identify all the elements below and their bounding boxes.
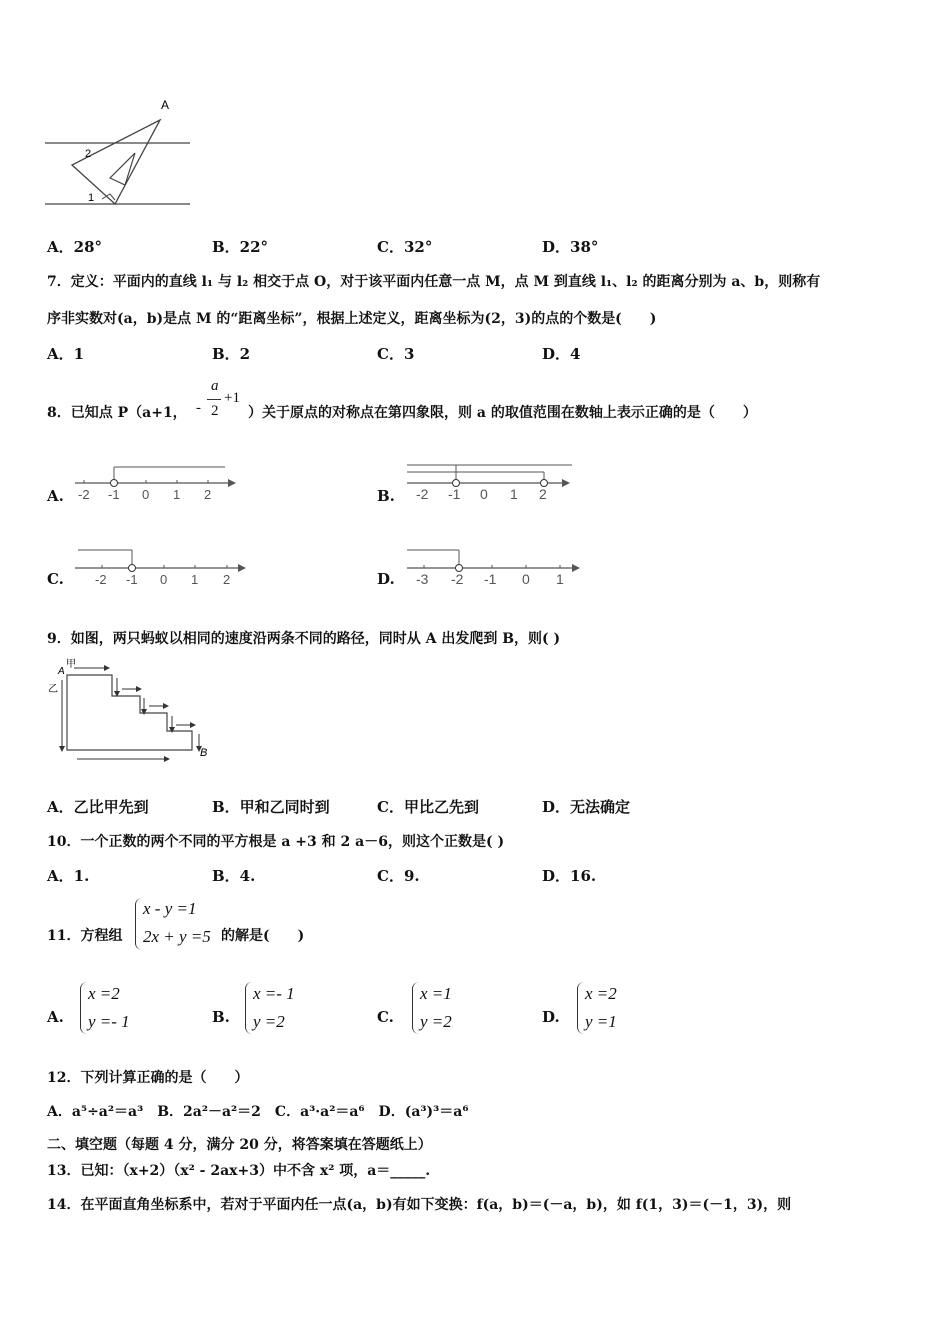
q8-stem-prefix: 8．已知点 P（a+1，: [47, 405, 187, 421]
q11-label-c: C.: [377, 1008, 394, 1026]
answer-x: x =1: [420, 984, 452, 1003]
tick-label: 0: [160, 572, 168, 587]
q11-answer-b: [253, 980, 295, 1036]
q11-label-a: A.: [47, 1008, 64, 1026]
number-line-a: [70, 462, 240, 502]
section-heading: 二、填空题（每题 4 分，满分 20 分，将答案填在答题纸上）: [47, 1137, 432, 1153]
label-a: A: [58, 666, 65, 677]
q11-label-b: B.: [212, 1008, 230, 1026]
answer-x: x =2: [585, 984, 617, 1003]
label-jia: 甲: [66, 659, 76, 670]
tick-label: -1: [108, 487, 120, 502]
svg-text:-1: -1: [448, 486, 461, 502]
answer-x: x =2: [88, 984, 120, 1003]
tick-label: -3: [416, 571, 429, 587]
q12-options: A．a⁵÷a²＝a³ B．2a²－a²＝2 C．a³·a²＝a⁶ D．(a³)³＝a⁶: [47, 1104, 469, 1120]
q11-answer-a: [88, 980, 130, 1036]
label-1: 1: [88, 192, 95, 204]
q8-fraction-bottom: 2: [211, 403, 219, 419]
ant-paths-figure: [42, 656, 217, 768]
svg-text:-2: -2: [416, 486, 429, 502]
tick-label: -2: [95, 572, 107, 587]
tick-label: -2: [451, 571, 464, 587]
number-line-b: [402, 460, 577, 502]
q7-option-c: C．3: [377, 345, 415, 363]
q11-stem-prefix: 11．方程组: [47, 928, 123, 944]
q9-stem: 9．如图，两只蚂蚁以相同的速度沿两条不同的路径，同时从 A 出发爬到 B，则( ): [47, 631, 561, 647]
tick-label: 1: [191, 572, 199, 587]
q7-stem-line2: 序非实数对(a，b)是点 M 的“距离坐标”，根据上述定义，距离坐标为(2，3)的点的个数是( ): [47, 311, 657, 327]
q8-stem-suffix: ）关于原点的对称点在第四象限，则 a 的取值范围在数轴上表示正确的是（ ）: [248, 405, 757, 421]
q10-option-d: D．16.: [542, 867, 597, 885]
q14-stem: 14．在平面直角坐标系中，若对于平面内任一点(a，b)有如下变换：f(a，b)＝(－a，b)，如 f(1，3)＝(－1，3)，则: [47, 1197, 792, 1213]
q12-stem: 12．下列计算正确的是（ ）: [47, 1070, 249, 1086]
q11-stem-suffix: 的解是( ): [221, 928, 305, 944]
q10-stem: 10．一个正数的两个不同的平方根是 a +3 和 2 a－6，则这个正数是( ): [47, 834, 505, 850]
q8-fraction-top: a: [211, 378, 219, 394]
tick-label: 1: [556, 571, 564, 587]
svg-text:2: 2: [539, 486, 547, 502]
answer-y: y =2: [253, 1012, 285, 1031]
q7-option-d: D．4: [542, 345, 581, 363]
tick-label: 2: [223, 572, 231, 587]
q11-label-d: D.: [542, 1008, 560, 1026]
q6-option-a: A．28°: [47, 238, 103, 256]
q10-option-b: B．4.: [212, 867, 256, 885]
q10-option-a: A．1.: [47, 867, 90, 885]
answer-x: x =- 1: [253, 984, 295, 1003]
q7-stem-line1: 7．定义：平面内的直线 l₁ 与 l₂ 相交于点 O，对于该平面内任意一点 M，点 M 到直线 l₁、l₂ 的距离分别为 a、b，则称有: [47, 274, 821, 290]
tick-label: -1: [126, 572, 138, 587]
q8-fraction-tail: +1: [224, 390, 240, 406]
tick-label: 0: [522, 571, 530, 587]
q11-system: [143, 895, 211, 951]
q11-eq2: 2x + y =5: [143, 927, 211, 946]
q7-option-b: B．2: [212, 345, 251, 363]
q6-option-b: B．22°: [212, 238, 269, 256]
number-line-c: [70, 545, 250, 587]
q9-option-a: A．乙比甲先到: [47, 798, 149, 816]
svg-text:1: 1: [510, 486, 518, 502]
q7-option-a: A．1: [47, 345, 85, 363]
answer-y: y =2: [420, 1012, 452, 1031]
q13-stem: 13．已知：（x+2）（x² - 2ax+3）中不含 x² 项，a＝_____.: [47, 1163, 431, 1179]
label-yi: 乙: [48, 684, 58, 695]
q8-label-c: C.: [47, 570, 64, 588]
q11-answer-d: [585, 980, 617, 1036]
q6-option-c: C．32°: [377, 238, 433, 256]
number-line-d: [402, 545, 587, 587]
label-a: A: [161, 98, 170, 112]
tick-label: 2: [204, 487, 212, 502]
q10-option-c: C．9.: [377, 867, 420, 885]
q8-fraction-sign: -: [196, 400, 201, 416]
q11-eq1: x - y =1: [143, 899, 197, 918]
svg-text:0: 0: [480, 486, 488, 502]
label-2: 2: [85, 148, 92, 160]
q8-label-a: A.: [47, 487, 64, 505]
tick-label: -2: [78, 487, 90, 502]
label-b: B: [200, 747, 208, 759]
tick-label: 1: [173, 487, 181, 502]
triangle-ruler-figure: [40, 95, 200, 210]
tick-label: 0: [142, 487, 150, 502]
q9-option-d: D．无法确定: [542, 798, 631, 816]
q8-label-d: D.: [377, 570, 395, 588]
q11-answer-c: [420, 980, 452, 1036]
q6-option-d: D．38°: [542, 238, 599, 256]
q9-option-b: B．甲和乙同时到: [212, 798, 330, 816]
answer-y: y =- 1: [88, 1012, 130, 1031]
q8-label-b: B.: [377, 487, 395, 505]
q9-option-c: C．甲比乙先到: [377, 798, 479, 816]
tick-label: -1: [484, 571, 497, 587]
answer-y: y =1: [585, 1012, 617, 1031]
